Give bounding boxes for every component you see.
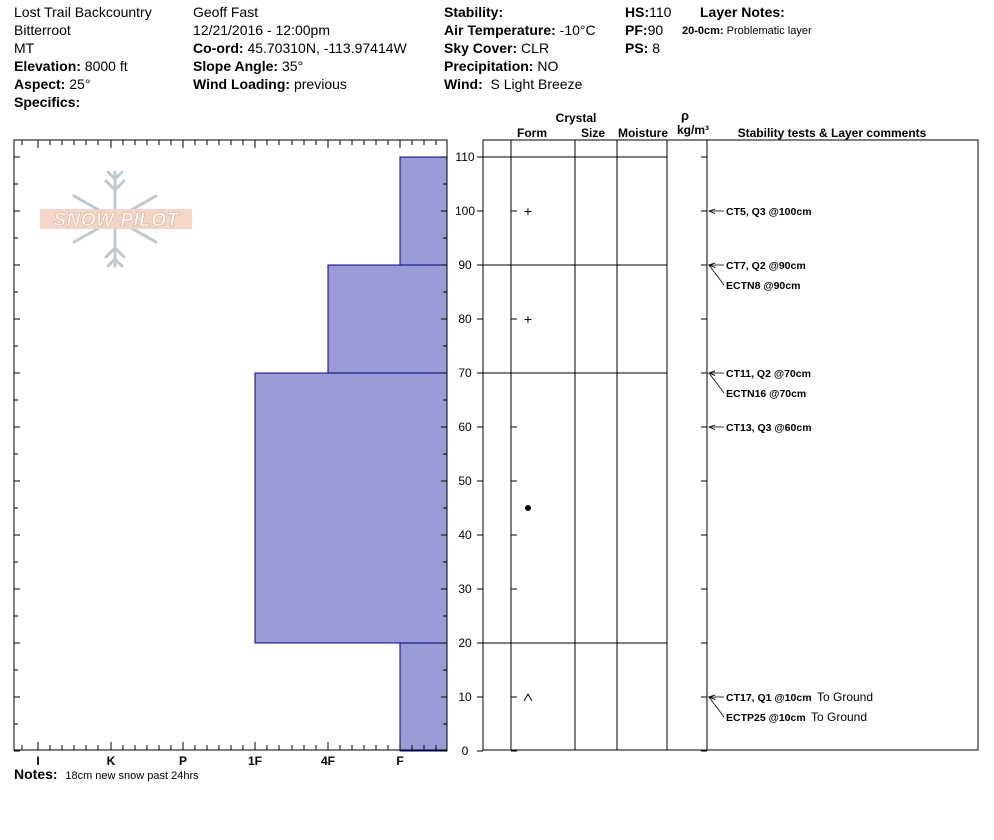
precip-label: Precipitation: [444,58,534,74]
layer-boundaries [483,157,707,751]
logo-text: SNOW PILOT [53,210,179,231]
crystal-grid-columns [511,140,707,750]
size-header: Size [580,126,606,140]
stability-test-label: CT13, Q3 @60cm [726,422,812,434]
stability-test-extra: To Ground [817,690,874,704]
stability-label: Stability: [444,4,504,20]
stability-arrow [709,265,724,285]
depth-tick-label: 50 [458,474,472,488]
hardness-layer-bar [400,643,447,751]
aspect-label: Aspect: [14,76,66,92]
depth-tick-label: 70 [458,366,472,380]
stability-arrow [709,373,724,393]
depth-tick-label: 90 [458,258,472,272]
grain-forms [524,203,532,701]
stability-test-label: CT7, Q2 @90cm [726,260,806,272]
precip-value: NO [537,58,559,74]
stability-test-label: ECTN8 @90cm [726,280,801,292]
stability-test-label: ECTP25 @10cm [726,712,806,724]
specifics-label: Specifics: [14,94,81,110]
stability-arrow [709,697,724,717]
layer-notes-label: Layer Notes: [700,4,785,20]
notes [14,766,199,783]
wind-loading-value: previous [293,76,347,92]
hardness-tick-label: P [178,754,188,768]
depth-tick-label: 20 [458,636,472,650]
stability-test-label: ECTN16 @70cm [726,388,807,400]
moisture-header: Moisture [617,126,669,140]
depth-tick-label: 40 [458,528,472,542]
pf-value: 90 [647,22,664,38]
rho-header: ρ [680,108,690,123]
grain-symbol: + [523,203,533,219]
depth-tick-label: 30 [458,582,472,596]
hardness-tick-label: K [106,754,116,768]
stability-test-extra: To Ground [811,710,868,724]
layer-note-text: Problematic layer [726,25,812,37]
crystal-grid-frame [483,140,978,750]
depth-tick-label: 10 [458,690,472,704]
grain-faceted-icon [524,694,532,701]
crystal-header: Crystal [555,111,597,125]
hardness-layer-bar [328,265,447,373]
datetime: 12/21/2016 - 12:00pm [193,22,330,38]
stability-test-label: CT11, Q2 @70cm [726,368,811,380]
elevation-label: Elevation: [14,58,81,74]
hs-label: HS: [625,4,650,20]
hardness-tick-label: 1F [247,754,263,768]
location: Lost Trail Backcountry [14,4,152,20]
wind-loading-label: Wind Loading: [193,76,291,92]
pf-label: PF: [625,22,648,38]
hardness-tick-label: 4F [320,754,336,768]
observer: Geoff Fast [193,4,259,20]
range: Bitterroot [14,22,71,38]
notes-text: 18cm new snow past 24hrs [65,770,199,782]
slope-label: Slope Angle: [193,58,279,74]
depth-tick-label: 0 [461,744,469,758]
elevation-value: 8000 ft [84,58,128,74]
stability-tests [709,206,873,724]
depth-tick-label: 60 [458,420,472,434]
layer-note-depth: 20-0cm: [682,25,724,37]
hardness-tick-label: I [36,754,40,768]
grain-symbol: ^ [528,697,529,698]
slope-value: 35° [281,58,304,74]
hs-value: 110 [649,4,672,20]
hardness-layer-bar [400,157,447,265]
stability-test-label: CT5, Q3 @100cm [726,206,812,218]
ps-label: PS: [625,40,649,56]
air-temp-value: -10°C [559,22,596,38]
sky-label: Sky Cover: [444,40,518,56]
coord-label: Co-ord: [193,40,244,56]
sky-value: CLR [521,40,550,56]
aspect-value: 25° [69,76,91,92]
grain-symbol: + [523,311,533,327]
stability-test-label: CT17, Q1 @10cm [726,692,812,704]
density-unit-header: kg/m³ [676,123,710,137]
grain-rounded-icon [525,505,531,511]
state: MT [14,40,35,56]
depth-tick-label: 80 [458,312,472,326]
notes-label: Notes: [14,766,58,782]
form-header: Form [517,126,547,140]
hardness-tick-label: F [396,754,404,768]
depth-tick-label: 110 [455,150,475,164]
ps-value: 8 [652,40,661,56]
stability-header: Stability tests & Layer comments [737,126,927,140]
depth-tick-label: 100 [454,204,476,218]
wind-value: S Light Breeze [490,76,583,92]
coord-value: 45.70310N, -113.97414W [247,40,407,56]
air-temp-label: Air Temperature: [444,22,556,38]
hardness-layers [255,157,447,751]
hardness-layer-bar [255,373,447,643]
wind-label: Wind: [444,76,483,92]
